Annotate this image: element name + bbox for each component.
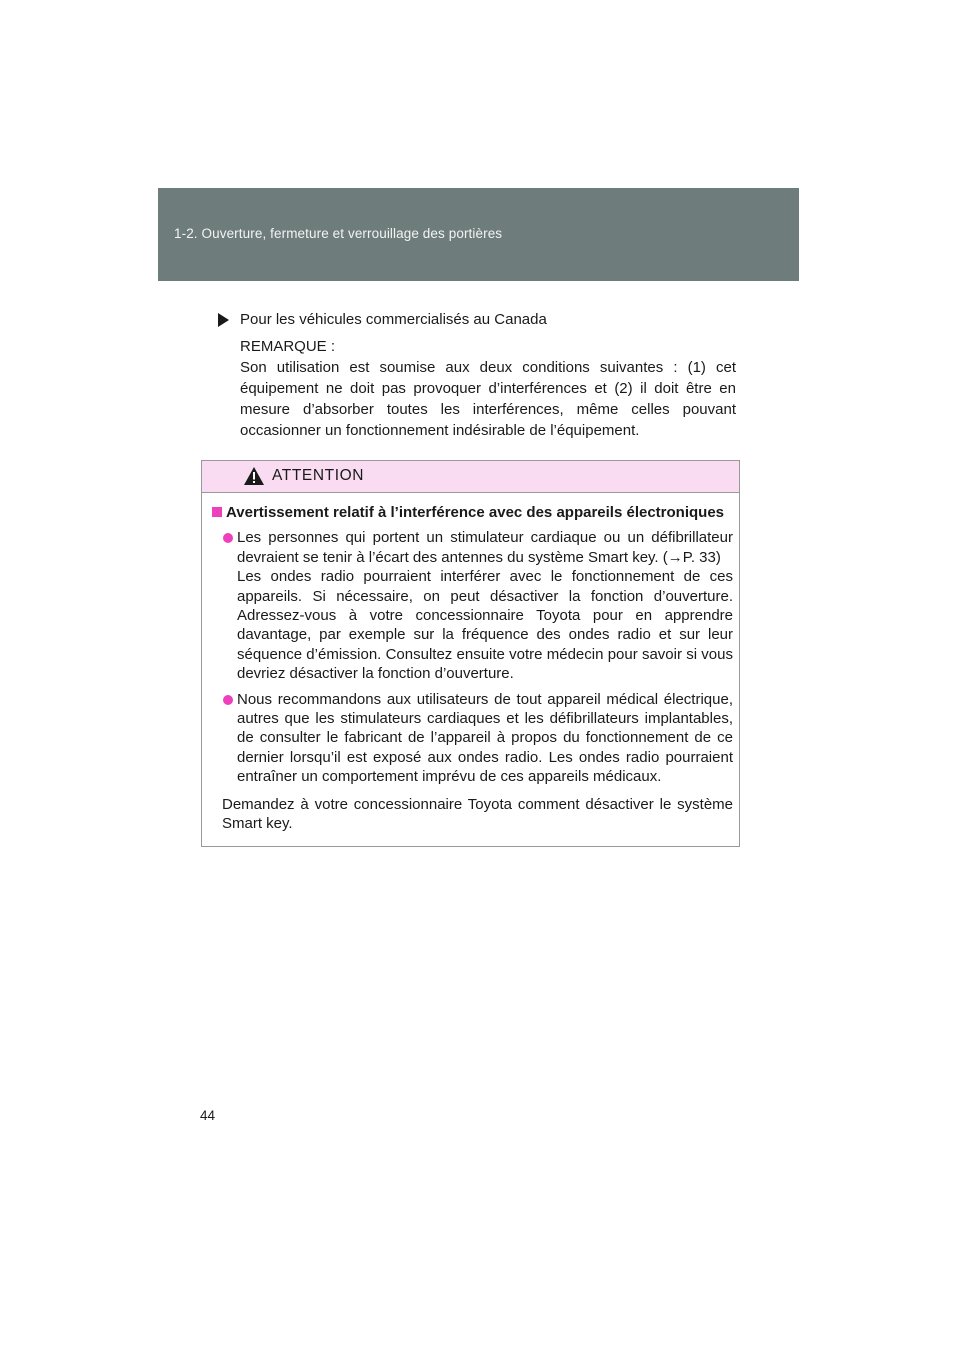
page-ref-link[interactable]: P. 33)	[682, 548, 721, 566]
bullet-1-text-c: Les ondes radio pourraient interférer avec le fonctionnement de ces appareils. Si nécessaire, on peut désactiver la fonction d’ouverture. Adressez-vous à votre concessionnaire Toyota pour en apprendre davantage, par exemple sur la fréquence des ondes radio et sur leur séquence d’émission. Consultez ensuite votre médecin pour savoir si vous devriez désactiver la fonction d’ouverture.	[237, 568, 733, 683]
bullet-2-text: Nous recommandons aux utilisateurs de tout appareil médical électrique, autres que les stimulateurs cardiaques et les défibrillateurs implantables, de consulter le fabricant de l’appareil à propos du fonctionnement de ce dernier lorsqu’il est exposé aux ondes radio. Les ondes radio pourraient entraîner un comportement imprévu de ces appareils médicaux.	[237, 690, 733, 786]
section-title: 1-2. Ouverture, fermeture et verrouillage des portières	[174, 226, 503, 241]
caution-label: ATTENTION	[272, 467, 365, 484]
caution-body	[202, 493, 739, 834]
caution-box	[201, 460, 740, 847]
note-label: REMARQUE :	[240, 338, 336, 355]
circle-bullet-icon	[223, 695, 233, 705]
note	[218, 336, 736, 441]
canada-line: Pour les véhicules commercialisés au Canada	[240, 311, 547, 328]
note-text: Son utilisation est soumise aux deux conditions suivantes : (1) cet équipement ne doit pas provoquer d’interférences et (2) il doit être en mesure d’absorber toutes les interférences, même celles pouvant occasionner un fonctionnement indésirable de l’équipement.	[240, 359, 736, 439]
canada-item	[218, 309, 736, 330]
right-triangle-icon	[218, 313, 229, 327]
arrow-icon: →	[667, 548, 683, 566]
page-number: 44	[200, 1108, 216, 1123]
caution-bullet-1	[212, 528, 733, 683]
warning-triangle-icon	[243, 466, 265, 486]
caution-section-title	[212, 503, 733, 522]
square-bullet-icon	[212, 507, 222, 517]
section-header-bar	[158, 188, 799, 281]
caution-bullet-2	[212, 690, 733, 787]
caution-closing: Demandez à votre concessionnaire Toyota comment désactiver le système Smart key.	[222, 795, 733, 833]
bullet-1-text-a: Les personnes qui portent un stimulateur cardiaque ou un défibrillateur devraient se tenir à l’écart des antennes du système Smart key. (	[237, 529, 733, 566]
circle-bullet-icon	[223, 533, 233, 543]
caution-section-title-text: Avertissement relatif à l’interférence avec des appareils électroniques	[226, 504, 725, 521]
caution-header	[202, 461, 739, 493]
intro-block	[218, 309, 736, 441]
